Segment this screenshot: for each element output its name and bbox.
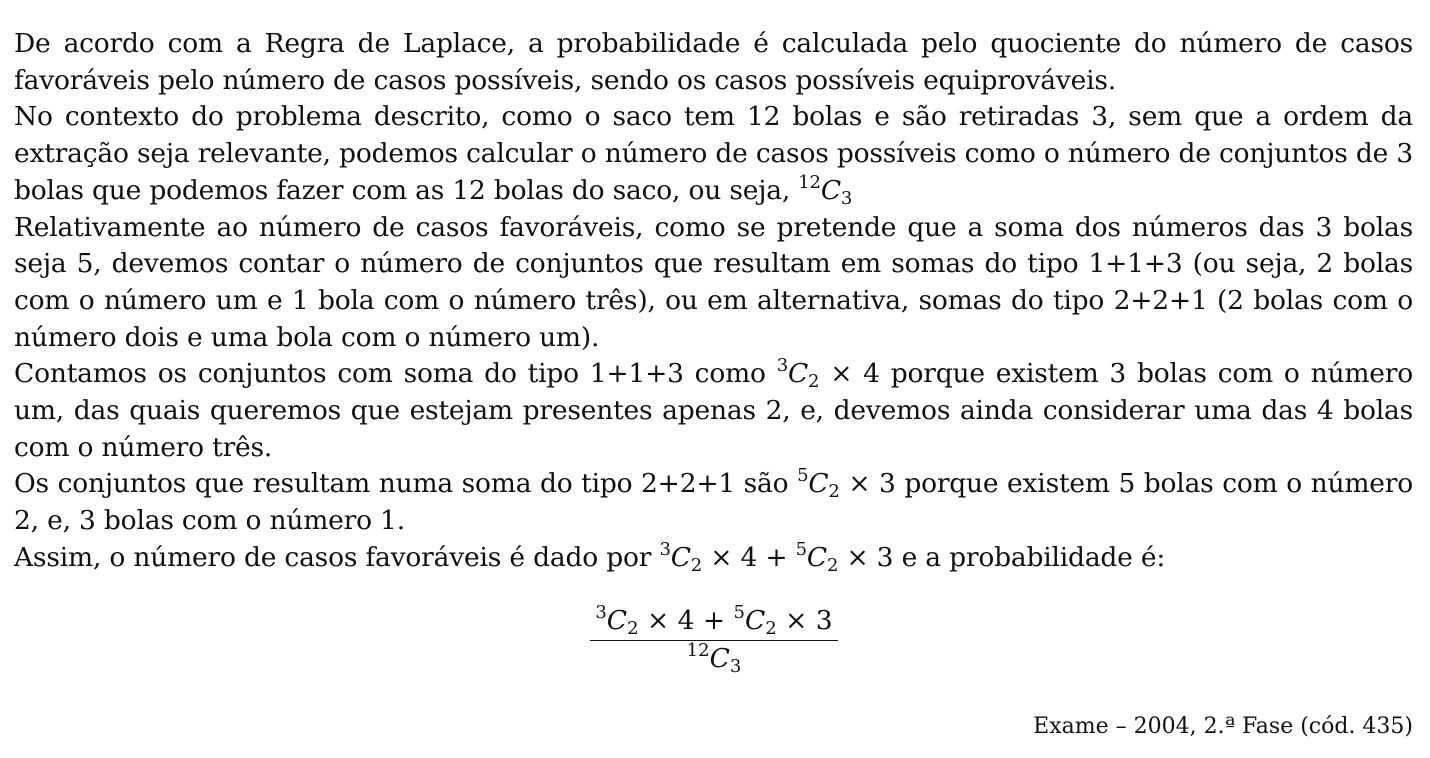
solution-text xyxy=(14,26,1413,577)
math-5c2-times-3: $^5$C2 × 3 xyxy=(797,465,896,503)
paragraph-sum-221-tail: porque existem 5 bolas com o número 2, e, 3 bolas com o número 1. xyxy=(14,468,1413,537)
paragraph-sum-113-lead: Contamos os conjuntos com soma do tipo 1+1+3 como xyxy=(14,358,766,390)
paragraph-sum-221 xyxy=(14,466,1413,539)
math-favorable-expression: $^3$C2 × 4 + $^5$C2 × 3 xyxy=(659,538,894,576)
paragraph-conclusion xyxy=(14,540,1413,577)
paragraph-possible-cases xyxy=(14,99,1413,209)
fraction-numerator: $^3$C2 × 4 + $^5$C2 × 3 xyxy=(595,601,833,640)
math-3c2-times-4: $^3$C2 × 4 xyxy=(776,355,880,393)
paragraph-conclusion-lead: Assim, o número de casos favoráveis é dado por xyxy=(14,541,652,573)
math-12c3: $^{12}$C3 xyxy=(798,171,853,209)
paragraph-sum-113-tail: porque existem 3 bolas com o número um, das quais queremos que estejam presentes apenas 2, e, devemos ainda considerar uma das 4 bolas com o número três. xyxy=(14,358,1413,463)
fraction-denominator: $^{12}$C3 xyxy=(686,639,742,678)
exam-source: Exame – 2004, 2.ª Fase (cód. 435) xyxy=(1033,714,1413,739)
paragraph-favorable-cases: Relativamente ao número de casos favoráveis, como se pretende que a soma dos números das 3 bolas seja 5, devemos contar o número de conjuntos que resultam em somas do tipo 1+1+3 (ou seja, 2 bolas com o número um e 1 bola com o número três), ou em alternativa, somas do tipo 2+2+1 (2 bolas com o número dois e uma bola com o número um). xyxy=(14,211,1413,353)
paragraph-sum-221-lead: Os conjuntos que resultam numa soma do tipo 2+2+1 são xyxy=(14,468,789,500)
paragraph-conclusion-tail: e a probabilidade é: xyxy=(901,541,1166,573)
paragraph-possible-cases-text: No contexto do problema descrito, como o saco tem 12 bolas e são retiradas 3, sem que a ordem da extração seja relevante, podemos calcular o número de casos possíveis como o número de conjuntos de 3 bolas que podemos fazer com as 12 bolas do saco, ou seja, xyxy=(14,101,1413,206)
probability-fraction xyxy=(590,603,838,677)
paragraph-sum-113 xyxy=(14,356,1413,466)
paragraph-laplace: De acordo com a Regra de Laplace, a probabilidade é calculada pelo quociente do número de casos favoráveis pelo número de casos possíveis, sendo os casos possíveis equiprováveis. xyxy=(14,28,1413,96)
